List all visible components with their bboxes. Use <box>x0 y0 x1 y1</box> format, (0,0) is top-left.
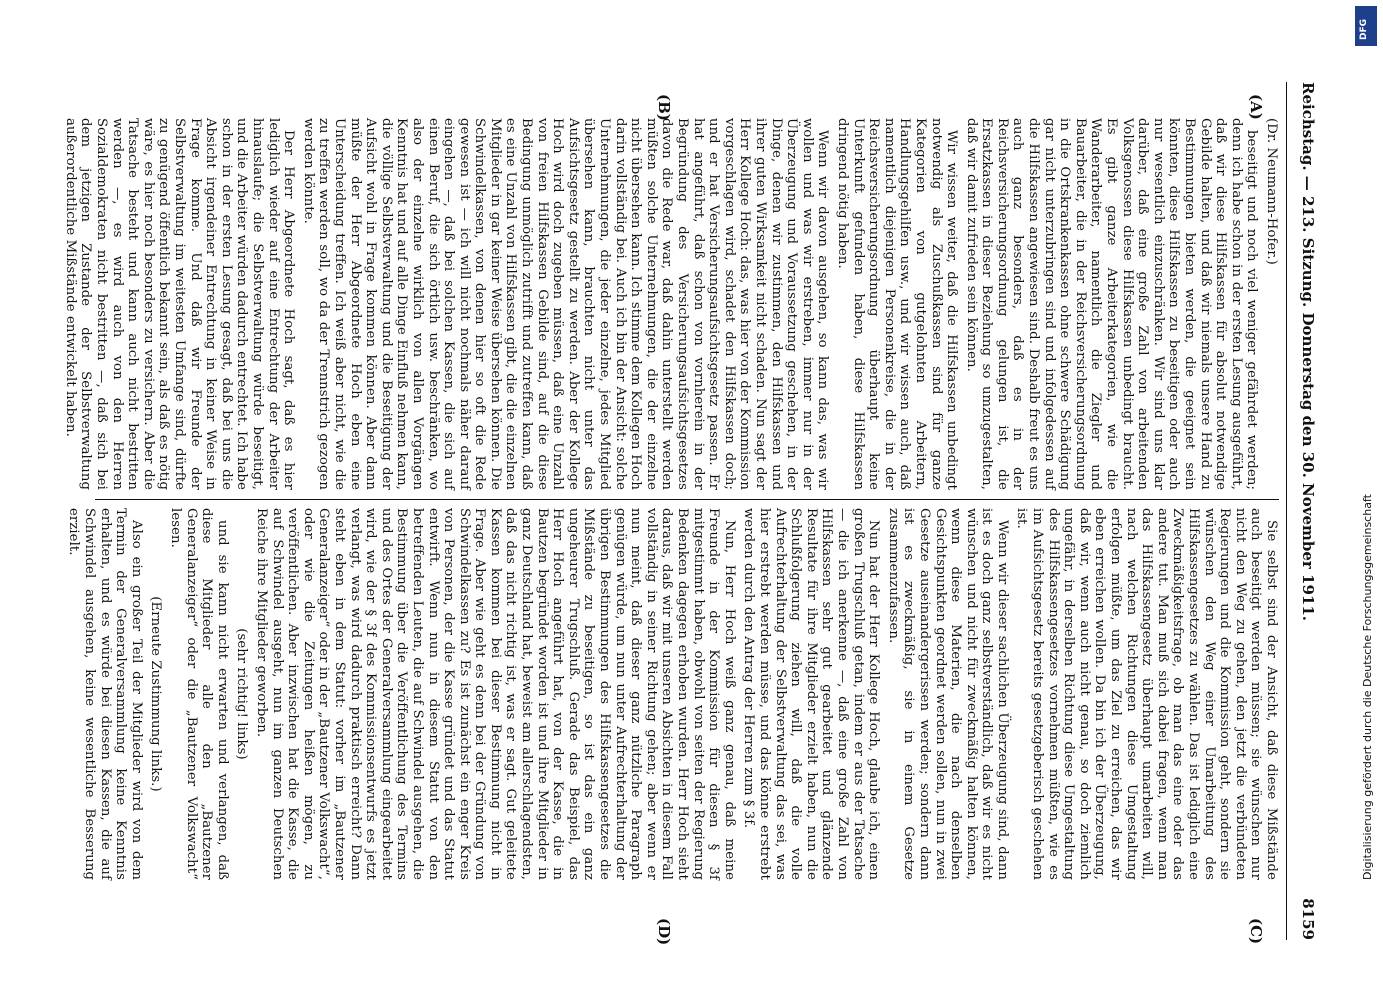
margin-marker-a: (A) <box>1247 94 1265 120</box>
left-column <box>62 118 1279 490</box>
page-header <box>1291 82 1325 940</box>
paragraph: und sie kann nicht erwarten und verlangen, daß diese Mitglieder alle den „Bautzener Generalanzeiger“ oder die „Bautzener Volkswacht“ lesen. <box>168 508 230 880</box>
dfg-logo <box>1355 6 1377 46</box>
dfg-logo-text: DFG <box>1359 18 1369 40</box>
interjection: (sehr richtig! links) <box>234 628 250 760</box>
paragraph: Wenn wir dieser sachlichen Überzeugung sind, dann ist es doch ganz selbstverständlich, daß wir es nicht wünschen und nicht für zweckmäßig halten können, wenn diese Materien, die nach denselben Gesichtspunkten geordnet werden sollen, nun in zwei Gesetze auseinandergerissen werden; sondern dann ist es zweckmäßig, sie in einem Gesetze zusammenzufassen. <box>885 508 1010 880</box>
interjection: (Erneute Zustimmung links.) <box>148 596 164 792</box>
paragraph: Nun, Herr Hoch weiß ganz genau, daß meine Freunde in der Kommission für diesen § 3f mitgestimmt haben, obwohl von seiten der Regierung Bedenken dagegen erhoben wurden. Herr Hoch sieht daraus, daß wir mit unseren Absichten in diesem Fall vollständig in seiner Richtung gehen; aber wenn er nun meint, daß dieser ganz nützliche Paragraph genügen würde, um nun unter Aufrechterhaltung der übrigen Bestimmungen des Hilfskassengesetzes die Mißstände zu beseitigen, so ist das ein ganz ungeheurer Trugschluß. Gerade das Beispiel, das Herr Hoch angeführt hat, von der Kasse, die in Bautzen begründet worden ist und ihre Mitglieder in ganz Deutschland hat, beweist am allerschlagendsten, daß das nicht richtig ist, was er sagt. Gut geleitete Kassen kommen bei dieser Bestimmung nicht in Frage. Aber wie geht es denn bei der Gründung von Schwindelkassen zu? Es ist zunächst ein enger Kreis von Personen, der die Kasse gründet und das Statut entwirft. Wenn nun in diesem Statut von den betreffenden Leuten, die auf Schwindel ausgehen, die Bestimmung über die Veröffentlichung des Termins und des Ortes der Generalversammlung eingearbeitet wird, wie der § 3f des Kommissionsentwurfs es jetzt verlangt, was wird dadurch praktisch erreicht? Dann steht eben in dem Statut: vorher im „Bautzener Generalanzeiger“ oder in der „Bautzener Volkswacht“, oder wie die Zeitungen heißen mögen, zu veröffentlichen. Aber inzwischen hat die Kasse, die auf Schwindel ausgeht, nun im ganzen Deutschen Reiche ihre Mitglieder geworben. <box>254 508 737 880</box>
margin-marker-c: (C) <box>1247 918 1265 945</box>
speaker-tag: (Dr. Neumann-Hofer.) <box>1264 118 1279 265</box>
paragraph: Der Herr Abgeordnete Hoch sagt, daß es hier lediglich wieder auf eine Entrechtung der Arbeiter hinauslaufe; die Selbstverwaltung würde beseitigt, und die Arbeiter würden dadurch entrechtet. Ich habe schon in der ersten Lesung gesagt, daß bei uns die Absicht irgendeiner Entrechtung in keiner Weise in Frage komme. Und daß wir Freunde der Selbstverwaltung im weitesten Umfange sind, dürfte zu genügend öffentlich bekannt sein, als daß es nötig wäre, es hier noch besonders zu versichern. Aber die Tatsache besteht und kann auch nicht bestritten werden —, es wird auch von den Herren Sozialdemokraten nicht bestritten —, daß sich bei dem jetzigen Zustande der Selbstverwaltung außerordentliche Mißstände entwickelt haben. <box>62 118 297 490</box>
header-rule <box>1286 82 1287 940</box>
paragraph: Wir wissen weiter, daß die Hilfskassen unbedingt notwendig als Zuschußkassen sind für ganze Kategorien von gutgelohnten Arbeitern, Handlungsgehilfen usw., und wir wissen auch, daß namentlich diejenigen Personenkreise, die in der Reichsversicherungsordnung überhaupt keine Unterkunft gefunden haben, diese Hilfskassen dringend nötig haben. <box>834 118 960 490</box>
paragraph: Sie selbst sind der Ansicht, daß diese Mißstände auch beseitigt werden müssen; sie wünschen nur nicht den Weg zu gehen, den jetzt die verbündeten Regierungen und die Kommission geht, sondern sie wünschen den Weg einer Umarbeitung des Hilfskassengesetzes zu wählen. Das ist lediglich eine Zweckmäßigkeitsfrage, ob man das eine oder das andere tut. Man muß sich dabei fragen, wenn man das Hilfskassengesetz überhaupt umarbeiten will, nach welchen Richtungen diese Umgestaltung erfolgen müßte, um das Ziel zu erreichen, das wir eben erreichen wollen. Da bin ich der Überzeugung, daß wir, wenn auch nicht genau, so doch ziemlich ungefähr, in derselben Richtung diese Umgestaltung des Hilfskassengesetzes vornehmen müßten, wie es im Aufsichtsgesetz bereits gesetzgeberisch geschehen ist. <box>1014 508 1279 880</box>
paragraph: beseitigt und noch viel weniger gefährdet werden; denn ich habe schon in der ersten Lesung ausgeführt, daß wir diese Hilfskassen für absolut notwendige Gebilde halten, und daß wir niemals unsere Hand zu Bestimmungen bieten werden, die geeignet sein könnten, diese Hilfskassen zu beseitigen oder auch nur wesentlich einzuschränken. Wir sind uns klar darüber, daß eine große Zahl von arbeitenden Volksgenossen diese Hilfskassen unbedingt braucht. Es gibt ganze Arbeiterkategorien, wie die Wanderarbeiter, namentlich die Ziegler und Bauarbeiter, die in der Reichsversicherungsordnung in die Ortskrankenkassen ohne schwere Schädigung gar nicht unterzubringen sind und infolgedessen auf die Hilfskassen angewiesen sind. Deshalb freut es uns auch ganz besonders, daß es in der Reichsversicherungsordnung gelungen ist, die Ersatzkassen in dieser Beziehung so umzugestalten, daß wir damit zufrieden sein können. <box>963 118 1260 490</box>
page-number: 8159 <box>1299 898 1317 940</box>
margin-marker-b: (B) <box>655 94 673 121</box>
right-column <box>66 508 1279 880</box>
column-divider <box>95 499 1279 500</box>
paragraph: Also ein großer Teil der Mitglieder wird von dem Termin der Generalversammlung keine Kenntnis erhalten, und es würde bei diesen Kassen, die auf Schwindel ausgehen, keine wesentliche Besserung erzielt. <box>66 508 144 880</box>
credit-text: Digitalisierung gefördert durch die Deutsche Forschungsgemeinschaft <box>1361 494 1374 880</box>
paragraph: Nun hat der Herr Kollege Hoch, glaube ich, einen großen Trugschluß getan, indem er aus der Tatsache — die ich anerkenne —, daß eine große Zahl von Hilfskassen sehr gut gearbeitet und glänzende Resultate für ihre Mitglieder erzielt haben, nun die Schlußfolgerung ziehen will, daß die volle Aufrechterhaltung der Selbstverwaltung das sei, was hier erstrebt werden müsse, und das könne erstrebt werden durch den Antrag der Herren zum § 3f. <box>741 508 882 880</box>
margin-marker-d: (D) <box>655 918 673 946</box>
paragraph: Wenn wir davon ausgehen, so kann das, was wir wollen und was wir erstreben, immer nur in der Überzeugung und Voraussetzung geschehen, in der Dinge, denen wir zustimmen, den Hilfskassen und ihrer guten Wirksamkeit nicht schaden. Nun sagt der Herr Kollege Hoch: das, was hier von der Kommission vorgeschlagen wird, schadet den Hilfskassen doch; und er hat Versicherungsaufsichtsgesetz passen. Er hat angeführt, daß schon von vornherein in der Begründung des Versicherungsaufsichtsgesetzes davon die Rede war, daß dahin unterstellt werden müßten solche Unternehmungen, die der einzelne nicht übersehen kann. Ich stimme dem Kollegen Hoch darin vollständig bei. Auch ich bin der Ansicht: solche Unternehmungen, die jeder einzelne, jedes Mitglied übersehen kann, brauchten nicht unter das Aufsichtsgesetz gestellt zu werden. Aber der Kollege Hoch wird doch zugeben müssen, daß eine Unzahl von freien Hilfskassen Gebilde sind, auf die diese Bedingung unmöglich zutrifft und zutreffen kann, daß es eine Unzahl von Hilfskassen gibt, die die einzelnen Mitglieder in gar keiner Weise übersehen können. Die Schwindelkassen, von denen hier so oft die Rede gewesen ist — ich will nicht nochmals näher darauf eingehen —, daß bei solchen Kassen, die sich auf einen Beruf, die sich örtlich usw. beschränken, wo also der einzelne wirklich von allen Vorgängen Kenntnis hat und auf alle Dinge Einfluß nehmen kann, die völlige Selbstverwaltung und die Beseitigung der Aufsicht wohl in Frage kommen können. Aber dann müßte der Herr Abgeordnete Hoch eben eine Unterscheidung treffen. Ich weiß aber nicht, wie die zu treffen werden soll, wo da der Trennstrich gezogen werden könnte. <box>300 118 831 490</box>
header-title: Reichstag. — 213. Sitzung. Donnerstag den 30. November 1911. <box>1299 82 1317 621</box>
